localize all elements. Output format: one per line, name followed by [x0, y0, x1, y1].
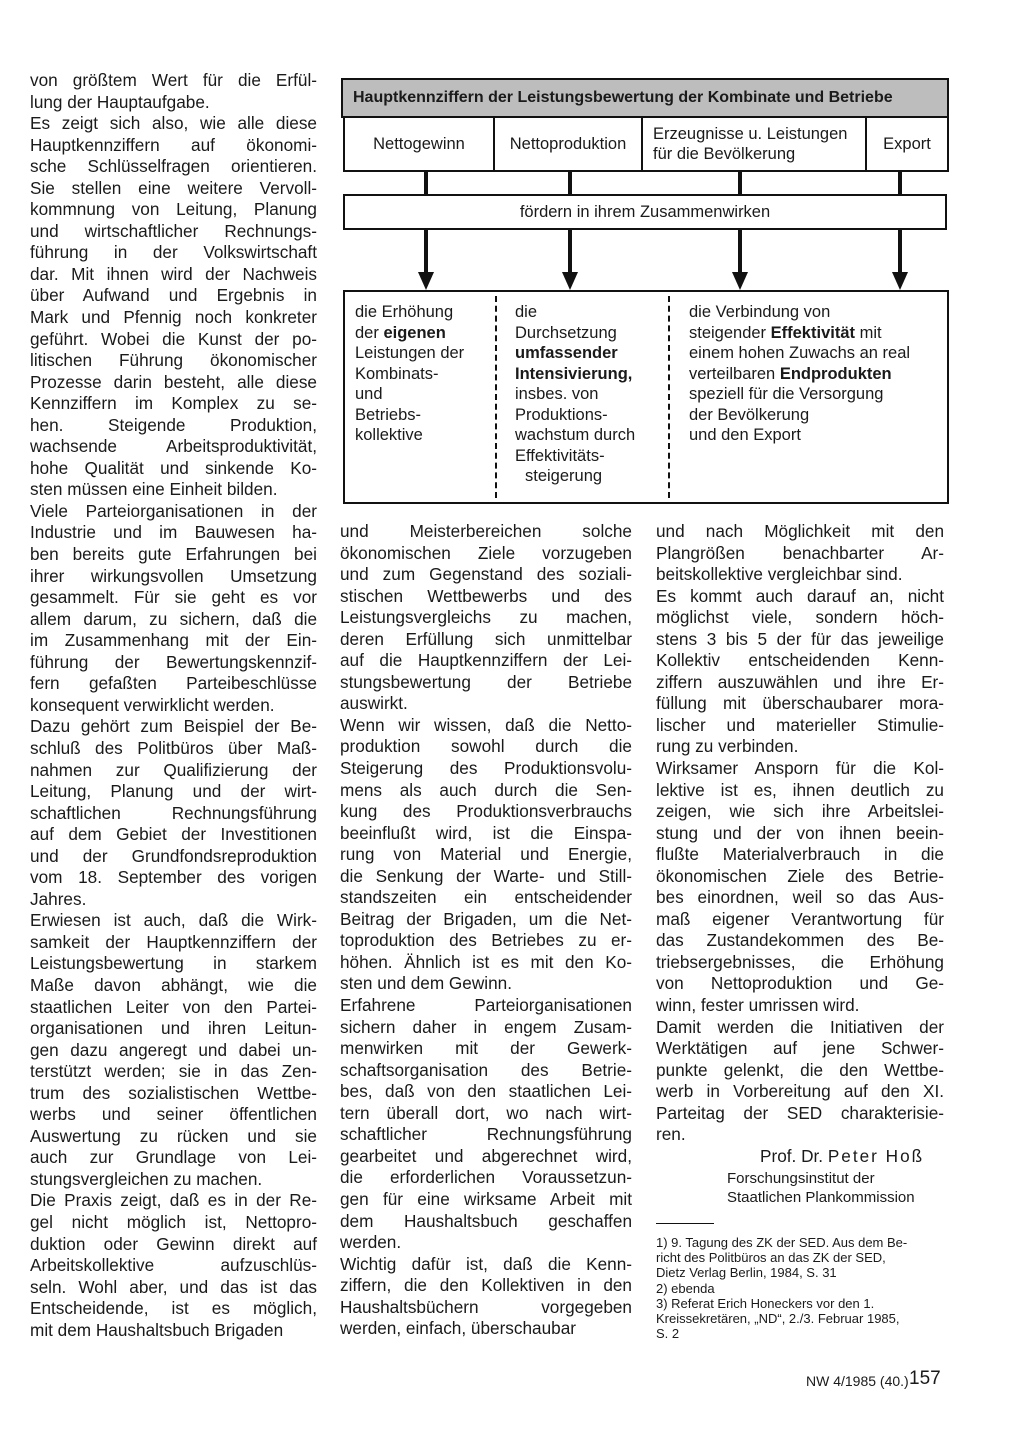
text-line: nahmen zur Qualifizierung der [30, 759, 317, 780]
text-line: triebsergebnisses, die Erhöhung [656, 951, 944, 972]
paragraph [656, 586, 944, 758]
paragraph [30, 910, 317, 1190]
text-line: stischen Wettbewerbs und des [340, 585, 632, 606]
text-line: Es kommt auch darauf an, nicht [656, 585, 944, 606]
cell-line: verteilbaren Endprodukten [689, 364, 892, 383]
text-line: bes einordnen, weil so das Aus- [656, 887, 944, 908]
text-line: Dazu gehört zum Beispiel der Be- [30, 716, 317, 737]
text-line: Es zeigt sich also, wie alle diese [30, 113, 317, 134]
footnote-line: Kreissekretären, „ND“, 2./3. Februar 1985, [656, 1311, 900, 1327]
footnote-line: richt des Politbüros an das ZK der SED, [656, 1250, 886, 1266]
text-line: höhen. Ähnlich ist es mit den Ko- [340, 951, 632, 972]
cell-line: und [355, 385, 383, 403]
cell-line: umfassender [515, 344, 618, 362]
author-name [760, 1146, 924, 1167]
paragraph [340, 715, 632, 995]
paragraph [340, 521, 632, 715]
text-line: zeigen, wie sich ihre Arbeitslei- [656, 801, 944, 822]
text-line: schluß des Politbüros über Maß- [30, 737, 317, 758]
text-line: geführt. Wobei die Kunst der po- [30, 328, 317, 349]
text-line: werden, einfach, überschaubar [340, 1318, 577, 1339]
text-line: ihrer wirkungsvollen Umsetzung [30, 565, 317, 586]
author-title: Prof. Dr. [760, 1146, 824, 1166]
text-line: Viele Parteiorganisationen in der [30, 500, 317, 521]
text-line: menwirken mit der Gewerk- [340, 1038, 632, 1059]
text-line: Maße davon abhängt, wie die [30, 974, 317, 995]
box-erzeugnisse-label: Erzeugnisse u. Leistungen für die Bevölkerung [653, 125, 848, 163]
text-line: deren Erfüllung sich unmittelbar [340, 628, 632, 649]
paragraph [340, 1254, 632, 1340]
text-line: terstützt werden; sie in das Zen- [30, 1061, 317, 1082]
text-line: Plangrößen benachbarter Ar- [656, 542, 944, 563]
cell-line: kollektive [355, 426, 423, 444]
text-line: bes, daß von den staatlichen Lei- [340, 1081, 632, 1102]
text-line: die erforderlichen Voraussetzun- [340, 1167, 632, 1188]
text-column-3 [656, 521, 944, 1146]
text-line: und nach Möglichkeit mit den [656, 521, 944, 541]
cell-line: die [515, 303, 538, 321]
footnote-line: 1) 9. Tagung des ZK der SED. Aus dem Be- [656, 1235, 908, 1250]
text-line: sten und dem Gewinn. [340, 973, 512, 994]
cell-line: insbes. von [515, 385, 599, 403]
text-line: Wenn wir wissen, daß die Netto- [340, 714, 632, 735]
text-line: Kennziffern im Komplex zu se- [30, 393, 317, 414]
text-line: das Zustandekommen des Be- [656, 930, 944, 951]
text-line: sche Schlüsselfragen orientieren. [30, 156, 317, 177]
text-line: Erfahrene Parteiorganisationen [340, 995, 632, 1016]
box-nettoproduktion-label: Nettoproduktion [509, 135, 627, 153]
text-line: Jahres. [30, 888, 87, 909]
footnote-line: Dietz Verlag Berlin, 1984, S. 31 [656, 1265, 837, 1281]
cell-line: und den Export [689, 426, 801, 444]
text-line: standszeiten ein entscheidender [340, 887, 632, 908]
bottom-cell-1 [355, 302, 495, 446]
text-line: rung zu verbinden. [656, 736, 799, 757]
paragraph [656, 1017, 944, 1146]
text-line: füllung mit überschaubarer mora- [656, 693, 944, 714]
text-line: samkeit der Hauptkennziffern der [30, 931, 317, 952]
paragraph [656, 758, 944, 1017]
text-line: kommnung von Leitung, Planung [30, 199, 317, 220]
cell-line: die Erhöhung [355, 303, 454, 321]
cell-line: wachstum durch [515, 426, 636, 444]
text-line: ökonomischen Ziele vorzugeben [340, 542, 632, 563]
text-line: wachsende Arbeitsproduktivität, [30, 436, 317, 457]
text-line: schaftlichen Rechnungsführung [30, 802, 317, 823]
text-line: auswirkt. [340, 693, 408, 714]
text-line: Arbeitskollektive aufzuschlüs- [30, 1255, 317, 1276]
paragraph [30, 716, 317, 910]
text-line: beitskollektive vergleichbar sind. [656, 564, 903, 585]
text-line: litischen Führung ökonomischer [30, 350, 317, 371]
cell-line: Intensivierung, [515, 364, 633, 383]
text-line: und Meisterbereichen solche [340, 521, 632, 541]
paragraph [30, 1190, 317, 1341]
issue-reference: NW 4/1985 (40.) [806, 1373, 909, 1389]
cell-line: die Verbindung von [689, 303, 831, 321]
text-line: schaftlicher Rechnungsführung [340, 1124, 632, 1145]
text-line: hen. Steigende Produktion, [30, 414, 317, 435]
text-line: und wirtschaftlicher Rechnungs- [30, 220, 317, 241]
text-line: schaftsorganisation des Betrie- [340, 1059, 632, 1080]
text-line: Wichtig dafür ist, daß die Kenn- [340, 1253, 632, 1274]
text-line: gesammelt. Für sie geht es vor [30, 587, 317, 608]
text-line: gearbeitet und abgerechnet wird, [340, 1145, 632, 1166]
text-line: dar. Mit ihnen wird der Nachweis [30, 263, 317, 284]
text-line: werbs und seiner öffentlichen [30, 1104, 317, 1125]
text-line: mens als auch durch die Sen- [340, 779, 632, 800]
text-line: gel nicht möglich ist, Nettopro- [30, 1211, 317, 1232]
arrow-head-icon [732, 272, 748, 290]
cell-line: steigerung [525, 467, 603, 485]
text-line: lektive ist es, ihnen deutlich zu [656, 779, 944, 800]
text-line: Wirksamer Ansporn für die Kol- [656, 758, 944, 779]
diagram-middle-box [343, 194, 947, 230]
cell-line: steigender Effektivität mit [689, 323, 882, 342]
column-divider [495, 296, 497, 498]
text-line: stung und der von ihnen beein- [656, 822, 944, 843]
text-line: toproduktion des Betriebes zu er- [340, 930, 632, 951]
text-line: seln. Wohl aber, und das ist das [30, 1276, 317, 1297]
text-line: Haushaltsbüchern vorgegeben [340, 1296, 632, 1317]
text-line: punkte gelenkt, die den Wettbe- [656, 1059, 944, 1080]
text-line: Beitrag der Brigaden, um die Net- [340, 908, 632, 929]
diagram-bottom-box [343, 290, 949, 504]
page-number: 157 [909, 1368, 941, 1389]
text-line: Mark und Pfennig noch konkreter [30, 307, 317, 328]
text-line: von Nettoproduktion und Ge- [656, 973, 944, 994]
cell-line: Produktions- [515, 405, 608, 424]
text-line: Sie stellen eine weitere Vervoll- [30, 177, 317, 198]
cell-line: Effektivitäts- [515, 446, 605, 465]
cell-line: einem hohen Zuwachs an real [689, 344, 911, 362]
text-line: trum des sozialistischen Wettbe- [30, 1082, 317, 1103]
text-line: sichern daher in engem Zusam- [340, 1016, 632, 1037]
text-line: Industrie und im Bauwesen ha- [30, 522, 317, 543]
text-line: Hauptkennziffern auf ökonomi- [30, 134, 317, 155]
paragraph [656, 521, 944, 586]
text-line: auch zur Grundlage von Lei- [30, 1147, 317, 1168]
cell-line: speziell für die Versorgung [689, 385, 884, 403]
text-column-1 [30, 70, 317, 1341]
text-line: möglichst viele, sondern höch- [656, 607, 944, 628]
text-line: werden. [340, 1232, 402, 1253]
text-line: Kollektiv entscheidenden Kenn- [656, 650, 944, 671]
text-line: Erwiesen ist auch, daß die Wirk- [30, 910, 317, 931]
column-divider [668, 296, 670, 498]
arrow-head-icon [562, 272, 578, 290]
text-line: duktion oder Gewinn direkt auf [30, 1233, 317, 1254]
paragraph [30, 70, 317, 113]
author-surname: Peter Hoß [827, 1146, 925, 1166]
text-line: Die Praxis zeigt, daß es in der Re- [30, 1190, 317, 1211]
bottom-cell-2 [515, 302, 665, 487]
text-line: fern gefaßten Parteibeschlüsse [30, 673, 317, 694]
text-line: produktion sowohl durch die [340, 736, 632, 757]
text-line: Leitung, Planung und der wirt- [30, 781, 317, 802]
text-line: Damit werden die Initiativen der [656, 1016, 944, 1037]
arrow-head-icon [418, 272, 434, 290]
arrow-head-icon [892, 272, 908, 290]
footnote-line: 3) Referat Erich Honeckers vor den 1. [656, 1295, 875, 1311]
text-line: werb in Vorbereitung auf den XI. [656, 1081, 944, 1102]
text-line: stungsvergleichen zu machen. [30, 1168, 263, 1189]
text-line: lung der Hauptaufgabe. [30, 91, 210, 112]
text-line: gen für eine wirksame Arbeit mit [340, 1188, 632, 1209]
footnote-line: 2) ebenda [656, 1280, 715, 1296]
text-line: führung in der Volkswirtschaft [30, 242, 317, 263]
text-line: dem Haushaltsbuch geschaffen [340, 1210, 632, 1231]
cell-line: Kombinats- [355, 364, 439, 383]
bottom-cell-3 [689, 302, 945, 446]
text-line: flußte Materialverbrauch in die [656, 844, 944, 865]
footnote-line: S. 2 [656, 1326, 680, 1342]
text-line: und zum Gegenstand des soziali- [340, 564, 632, 585]
text-line: im Zusammenhang mit der Ein- [30, 630, 317, 651]
text-line: allem darum, zu sichern, daß die [30, 608, 317, 629]
text-line: Auswertung zu rücken und sie [30, 1125, 317, 1146]
text-line: vom 18. September des vorigen [30, 867, 317, 888]
text-line: über Aufwand und Ergebnis in [30, 285, 317, 306]
text-line: staatlichen Leiter von den Partei- [30, 996, 317, 1017]
text-line: Leistungsvergleichs zu machen, [340, 607, 632, 628]
footnotes [656, 1235, 956, 1341]
box-nettogewinn-label: Nettogewinn [373, 135, 465, 153]
text-line: kung des Produktionsverbrauchs [340, 801, 632, 822]
text-line: Entscheidende, ist es möglich, [30, 1298, 317, 1319]
kennziffern-diagram [338, 68, 952, 506]
diagram-title: Hauptkennziffern der Leistungsbewertung der Kombinate und Betriebe [341, 78, 949, 118]
author-institute: Forschungsinstitut der [727, 1170, 875, 1187]
text-line: konsequent verwirklicht werden. [30, 694, 275, 715]
footnote-divider [656, 1223, 714, 1224]
text-line: Parteitag der SED charakterisie- [656, 1102, 944, 1123]
text-line: stens 3 bis 5 der für das jeweilige [656, 628, 944, 649]
author-institute-2: Staatlichen Plankommission [727, 1189, 915, 1206]
text-line: hohe Qualität und sinkende Ko- [30, 457, 317, 478]
text-line: tern überall dort, wo nach wirt- [340, 1102, 632, 1123]
text-column-2 [340, 521, 632, 1340]
paragraph [340, 995, 632, 1254]
paragraph [30, 501, 317, 716]
text-line: sten müssen eine Einheit bilden. [30, 479, 278, 500]
text-line: ben bereits gute Erfahrungen bei [30, 544, 317, 565]
text-line: Werktätigen auf jene Schwer- [656, 1038, 944, 1059]
text-line: ren. [656, 1124, 686, 1145]
text-line: Leistungsbewertung in starkem [30, 953, 317, 974]
text-line: auf dem Gebiet der Investitionen [30, 824, 317, 845]
text-line: die Senkung der Warte- und Still- [340, 865, 632, 886]
text-line: rung von Material und Energie, [340, 844, 632, 865]
text-line: auf die Hauptkennziffern der Lei- [340, 650, 632, 671]
text-line: ökonomischen Ziele des Betrie- [656, 865, 944, 886]
cell-line: der eigenen [355, 323, 446, 342]
text-line: Steigerung des Produktionsvolu- [340, 758, 632, 779]
text-line: winn, fester umrissen wird. [656, 995, 860, 1016]
text-line: von größtem Wert für die Erfül- [30, 70, 317, 90]
text-line: ziffern, die den Kollektiven in den [340, 1275, 632, 1296]
text-line: beeinflußt wird, ist die Einspa- [340, 822, 632, 843]
diagram-middle-label: fördern in ihrem Zusammenwirken [519, 202, 771, 221]
cell-line: Leistungen der [355, 344, 465, 362]
box-export-label: Export [883, 135, 931, 153]
paragraph [30, 113, 317, 501]
text-line: lischer und materieller Stimulie- [656, 714, 944, 735]
cell-line: der Bevölkerung [689, 405, 810, 424]
cell-line: Betriebs- [355, 405, 422, 424]
text-line: maß eigener Verantwortung für [656, 908, 944, 929]
text-line: ziffern auszuwählen und ihre Er- [656, 671, 944, 692]
text-line: Prozesse darin besteht, alle diese [30, 371, 317, 392]
text-line: stungsbewertung der Betriebe [340, 671, 632, 692]
cell-line: Durchsetzung [515, 323, 617, 342]
text-line: und der Grundfondsreproduktion [30, 845, 317, 866]
text-line: mit dem Haushaltsbuch Brigaden [30, 1319, 284, 1340]
text-line: führung der Bewertungskennzif- [30, 651, 317, 672]
text-line: gen dazu angeregt und dabei un- [30, 1039, 317, 1060]
text-line: organisationen und ihren Leitun- [30, 1018, 317, 1039]
